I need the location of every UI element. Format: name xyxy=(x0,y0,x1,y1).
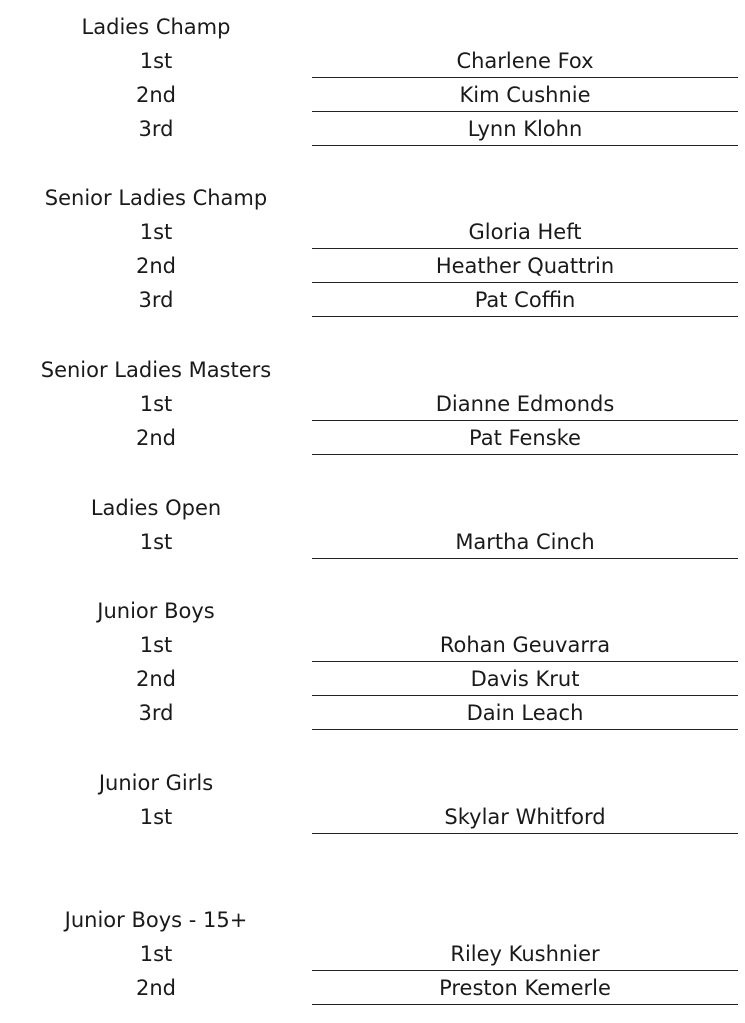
result-row xyxy=(0,78,745,112)
place-label: 3rd xyxy=(138,701,174,725)
winner-name: Gloria Heft xyxy=(312,215,738,249)
result-row xyxy=(0,249,745,283)
place-label: 1st xyxy=(139,942,173,966)
place-label: 2nd xyxy=(135,83,176,107)
category-title: Ladies Open xyxy=(90,496,222,520)
result-row xyxy=(0,696,745,730)
category-title: Senior Ladies Champ xyxy=(44,186,268,210)
place-label: 3rd xyxy=(138,117,174,141)
result-row xyxy=(0,662,745,696)
result-row xyxy=(0,525,745,559)
result-row xyxy=(0,628,745,662)
category-title: Junior Boys - 15+ xyxy=(64,908,248,932)
category-title: Senior Ladies Masters xyxy=(40,358,272,382)
winner-name: Skylar Whitford xyxy=(312,800,738,834)
place-label: 1st xyxy=(139,633,173,657)
winner-name: Riley Kushnier xyxy=(312,937,738,971)
winner-name: Pat Coffin xyxy=(312,283,738,317)
winner-name: Heather Quattrin xyxy=(312,249,738,283)
winner-name: Lynn Klohn xyxy=(312,112,738,146)
winner-name: Dain Leach xyxy=(312,696,738,730)
winner-name: Rohan Geuvarra xyxy=(312,628,738,662)
place-label: 2nd xyxy=(135,254,176,278)
category-title: Ladies Champ xyxy=(81,15,231,39)
winner-name: Kim Cushnie xyxy=(312,78,738,112)
place-label: 2nd xyxy=(135,667,176,691)
result-row xyxy=(0,937,745,971)
place-label: 1st xyxy=(139,805,173,829)
category-title: Junior Girls xyxy=(98,771,214,795)
place-label: 1st xyxy=(139,220,173,244)
result-row xyxy=(0,44,745,78)
result-row xyxy=(0,283,745,317)
winner-name: Charlene Fox xyxy=(312,44,738,78)
winner-name: Preston Kemerle xyxy=(312,971,738,1005)
place-label: 3rd xyxy=(138,288,174,312)
winner-name: Dianne Edmonds xyxy=(312,387,738,421)
result-row xyxy=(0,800,745,834)
result-row xyxy=(0,421,745,455)
category-title: Junior Boys xyxy=(97,599,215,623)
result-row xyxy=(0,215,745,249)
winner-name: Davis Krut xyxy=(312,662,738,696)
winner-name: Martha Cinch xyxy=(312,525,738,559)
result-row xyxy=(0,112,745,146)
winner-name: Pat Fenske xyxy=(312,421,738,455)
result-row xyxy=(0,387,745,421)
place-label: 1st xyxy=(139,392,173,416)
place-label: 2nd xyxy=(135,976,176,1000)
place-label: 1st xyxy=(139,530,173,554)
place-label: 2nd xyxy=(135,426,176,450)
result-row xyxy=(0,971,745,1005)
place-label: 1st xyxy=(139,49,173,73)
